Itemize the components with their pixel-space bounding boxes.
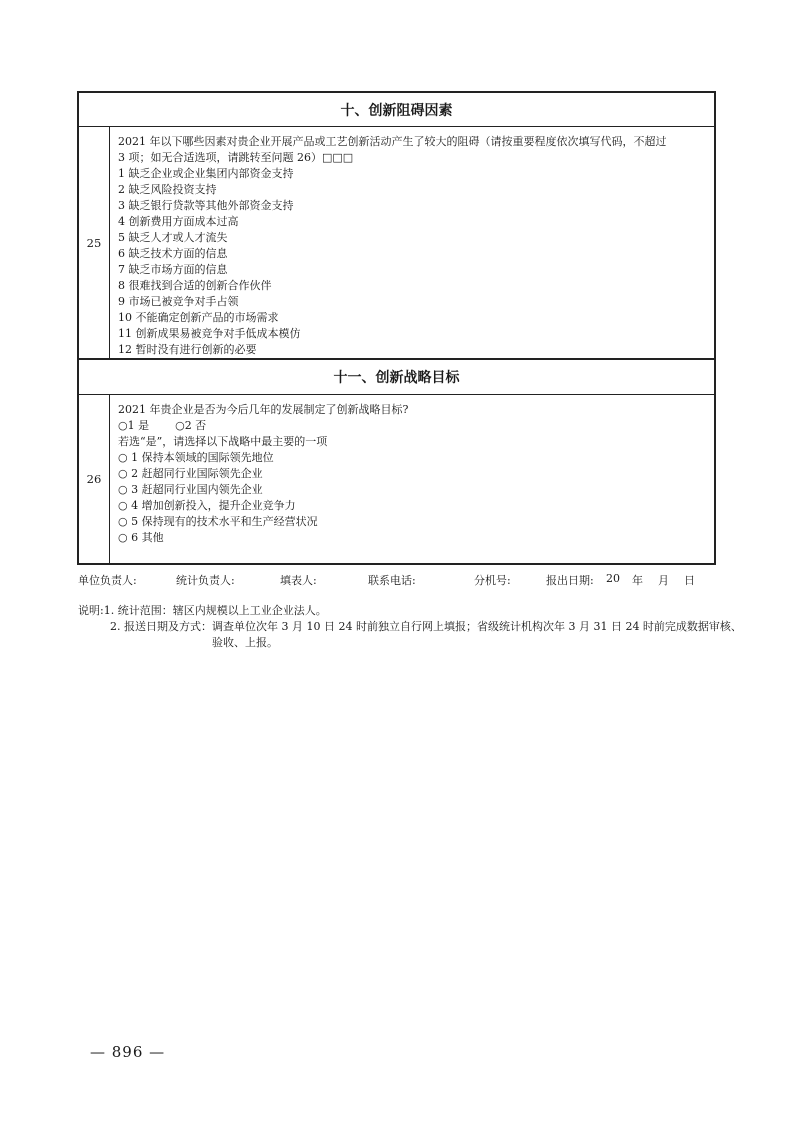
question-text: 2021 年贵企业是否为今后几年的发展制定了创新战略目标? — [118, 403, 409, 416]
year-label: 年 — [632, 574, 643, 587]
option-item: 3 缺乏银行贷款等其他外部资金支持 — [118, 199, 294, 212]
day-label: 日 — [684, 574, 695, 587]
strategy-radio-option[interactable]: ○ 4 增加创新投入，提升企业竞争力 — [118, 499, 296, 512]
strategy-radio-option[interactable]: ○ 1 保持本领域的国际领先地位 — [118, 451, 274, 464]
option-item: 8 很难找到合适的创新合作伙伴 — [118, 279, 272, 292]
stat-head-label: 统计负责人: — [176, 574, 235, 587]
year-prefix: 20 — [606, 572, 620, 585]
note-item-1: 1. 统计范围：辖区内规模以上工业企业法人。 — [103, 604, 327, 617]
question-text: 2021 年以下哪些因素对贵企业开展产品或工艺创新活动产生了较大的阻碍（请按重要程度依次填写代码，不超过 — [118, 135, 667, 148]
option-item: 6 缺乏技术方面的信息 — [118, 247, 228, 260]
question-number: 25 — [79, 127, 110, 358]
question-row-26 — [79, 395, 714, 563]
option-item: 1 缺乏企业或企业集团内部资金支持 — [118, 167, 294, 180]
page-number: — 896 — — [90, 1043, 166, 1061]
report-date-label: 报出日期: — [546, 574, 594, 587]
option-item: 11 创新成果易被竞争对手低成本模仿 — [118, 327, 301, 340]
notes-section — [78, 603, 742, 651]
option-item: 7 缺乏市场方面的信息 — [118, 263, 228, 276]
option-item: 4 创新费用方面成本过高 — [118, 215, 239, 228]
question-content — [110, 127, 714, 358]
option-item: 10 不能确定创新产品的市场需求 — [118, 311, 279, 324]
option-item: 12 暂时没有进行创新的必要 — [118, 343, 257, 356]
option-item: 9 市场已被竞争对手占领 — [118, 295, 239, 308]
question-number: 26 — [79, 395, 110, 563]
note-item-2-continued: 验收、上报。 — [212, 636, 278, 649]
followup-text: 若选“是”，请选择以下战略中最主要的一项 — [118, 435, 328, 448]
month-label: 月 — [658, 574, 669, 587]
strategy-radio-option[interactable]: ○ 3 赶超同行业国内领先企业 — [118, 483, 263, 496]
survey-form-table — [77, 91, 716, 565]
strategy-radio-option[interactable]: ○ 6 其他 — [118, 531, 164, 544]
option-item: 2 缺乏风险投资支持 — [118, 183, 217, 196]
strategy-radio-option[interactable]: ○ 2 赶超同行业国际领先企业 — [118, 467, 263, 480]
signature-row — [78, 572, 718, 588]
notes-label: 说明: — [78, 604, 104, 617]
phone-label: 联系电话: — [368, 574, 416, 587]
question-content — [110, 395, 714, 563]
no-radio-option[interactable]: ○2 否 — [175, 419, 207, 432]
unit-head-label: 单位负责人: — [78, 574, 137, 587]
section-title-innovation-strategy: 十一、创新战略目标 — [79, 359, 714, 395]
note-item-2: 2. 报送日期及方式：调查单位次年 3 月 10 日 24 时前独立自行网上填报；省级统计机构次年 3 月 31 日 24 时前完成数据审核、 — [110, 620, 742, 633]
strategy-radio-option[interactable]: ○ 5 保持现有的技术水平和生产经营状况 — [118, 515, 318, 528]
option-item: 5 缺乏人才或人才流失 — [118, 231, 228, 244]
yes-no-choice — [118, 418, 708, 434]
yes-radio-option[interactable]: ○1 是 — [118, 419, 150, 432]
section-title-innovation-barriers: 十、创新阻碍因素 — [79, 93, 714, 127]
filler-label: 填表人: — [280, 574, 317, 587]
question-row-25 — [79, 127, 714, 359]
extension-label: 分机号: — [474, 574, 511, 587]
question-text-continued: 3 项；如无合适选项，请跳转至问题 26）□□□ — [118, 151, 354, 164]
